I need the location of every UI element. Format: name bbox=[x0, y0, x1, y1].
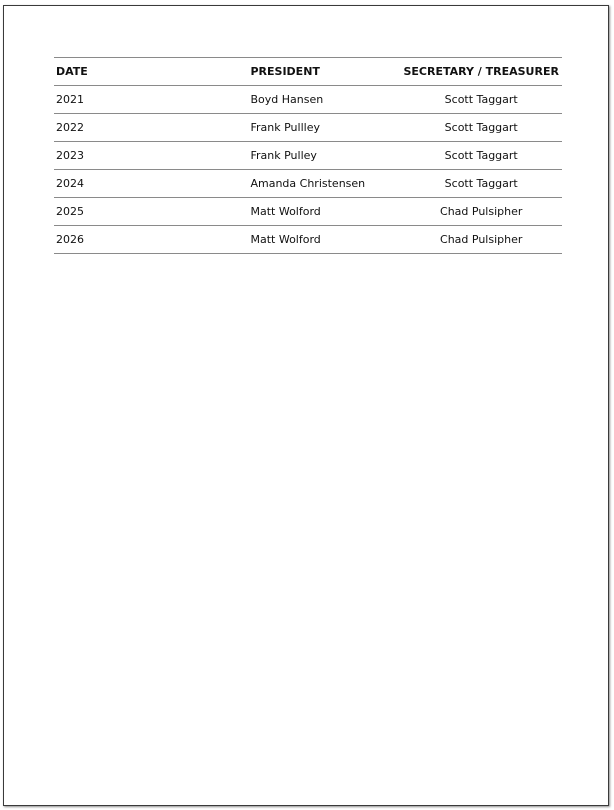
secretary-treasurer-cell: Scott Taggart bbox=[400, 86, 562, 114]
table-row bbox=[54, 226, 562, 254]
date-cell: 2023 bbox=[54, 142, 248, 170]
document-page bbox=[3, 5, 609, 806]
table-row bbox=[54, 86, 562, 114]
date-cell: 2026 bbox=[54, 226, 248, 254]
secretary-treasurer-cell: Scott Taggart bbox=[400, 142, 562, 170]
president-cell: Matt Wolford bbox=[248, 198, 400, 226]
president-cell: Boyd Hansen bbox=[248, 86, 400, 114]
table-header-row bbox=[54, 58, 562, 86]
table-row bbox=[54, 114, 562, 142]
officers-table bbox=[54, 57, 562, 254]
table-row bbox=[54, 198, 562, 226]
date-cell: 2025 bbox=[54, 198, 248, 226]
president-column-header: PRESIDENT bbox=[248, 58, 400, 86]
president-cell: Amanda Christensen bbox=[248, 170, 400, 198]
president-cell: Frank Pullley bbox=[248, 114, 400, 142]
table-row bbox=[54, 170, 562, 198]
date-column-header: DATE bbox=[54, 58, 248, 86]
secretary-treasurer-cell: Chad Pulsipher bbox=[400, 198, 562, 226]
president-cell: Frank Pulley bbox=[248, 142, 400, 170]
date-cell: 2022 bbox=[54, 114, 248, 142]
secretary-treasurer-cell: Chad Pulsipher bbox=[400, 226, 562, 254]
secretary-treasurer-cell: Scott Taggart bbox=[400, 170, 562, 198]
secretary-treasurer-cell: Scott Taggart bbox=[400, 114, 562, 142]
president-cell: Matt Wolford bbox=[248, 226, 400, 254]
table-row bbox=[54, 142, 562, 170]
date-cell: 2021 bbox=[54, 86, 248, 114]
date-cell: 2024 bbox=[54, 170, 248, 198]
secretary-treasurer-column-header: SECRETARY / TREASURER bbox=[400, 58, 562, 86]
